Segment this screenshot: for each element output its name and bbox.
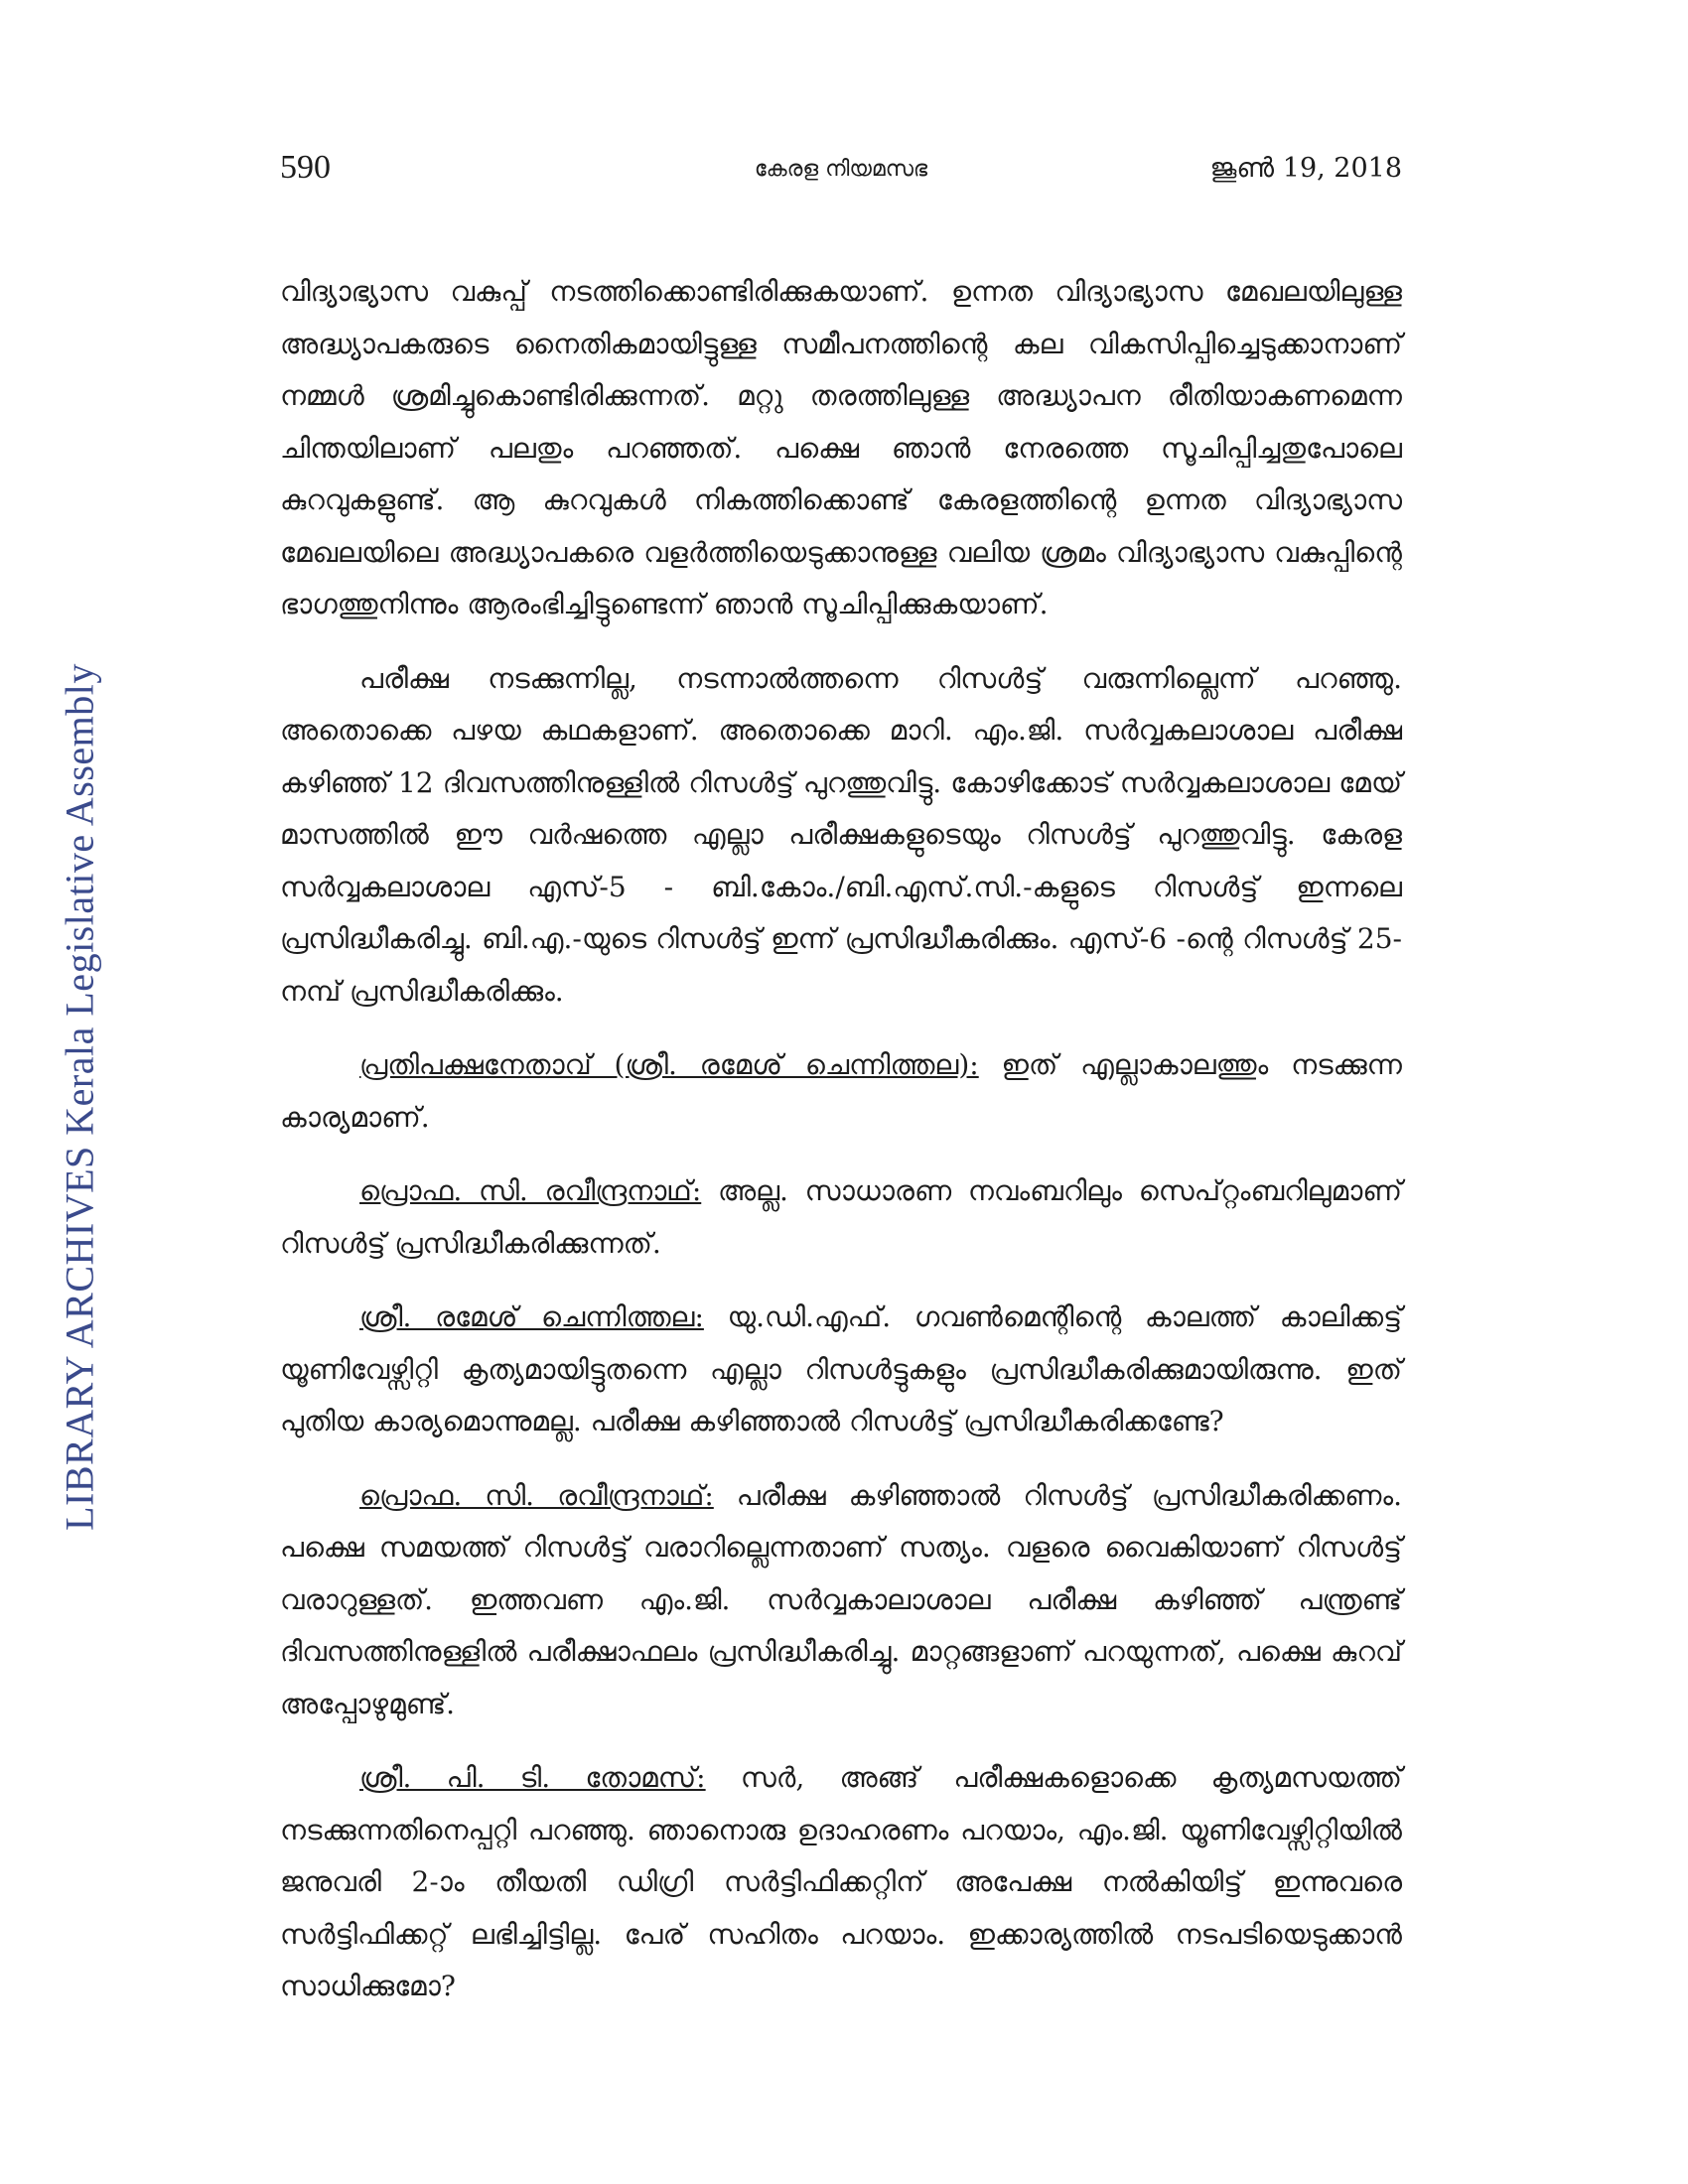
speaker-name: പ്രൊഫ. സി. രവീന്ദ്രനാഥ്:: [359, 1478, 714, 1512]
document-body: [280, 266, 1402, 2035]
paragraph-text: പരീക്ഷ നടക്കുന്നില്ല, നടന്നാൽത്തന്നെ റിസൾട്ട് വരുന്നില്ലെന്ന് പറഞ്ഞു. അതൊക്കെ പഴയ കഥകളാണ്. അതൊക്കെ മാറി. എം.ജി. സർവ്വകലാശാല പരീക്ഷ കഴിഞ്ഞ് 12 ദിവസത്തിനുള്ളിൽ റിസൾട്ട് പുറത്തുവിട്ടു. കോഴിക്കോട് സർവ്വകലാശാല മേയ് മാസത്തിൽ ഈ വർഷത്തെ എല്ലാ പരീക്ഷകളുടെയും റിസൾട്ട് പുറത്തുവിട്ടു. കേരള സർവ്വകലാശാല എസ്-5 - ബി.കോം./ബി.എസ്.സി.-കളുടെ റിസൾട്ട് ഇന്നലെ പ്രസിദ്ധീകരിച്ചു. ബി.എ.-യുടെ റിസൾട്ട് ഇന്ന് പ്രസിദ്ധീകരിക്കും. എസ്-6 -ന്റെ റിസൾട്ട് 25-നമ്പ് പ്രസിദ്ധീകരിക്കും.: [280, 661, 1402, 1008]
paragraph-1: [280, 266, 1402, 631]
paragraph-4: [280, 1165, 1402, 1270]
paragraph-text: പരീക്ഷ കഴിഞ്ഞാൽ റിസൾട്ട് പ്രസിദ്ധീകരിക്കണം. പക്ഷെ സമയത്ത് റിസൾട്ട് വരാറില്ലെന്നതാണ് സത്യം. വളരെ വൈകിയാണ് റിസൾട്ട് വരാറുള്ളത്. ഇത്തവണ എം.ജി. സർവ്വകാലാശാല പരീക്ഷ കഴിഞ്ഞ് പന്ത്രണ്ട് ദിവസത്തിനുള്ളിൽ പരീക്ഷാഫലം പ്രസിദ്ധീകരിച്ചു. മാറ്റങ്ങളാണ് പറയുന്നത്, പക്ഷെ കുറവ് അപ്പോഴുമുണ്ട്.: [280, 1478, 1402, 1720]
speaker-name: ശ്രീ. പി. ടി. തോമസ്:: [359, 1761, 706, 1794]
paragraph-5: [280, 1292, 1402, 1448]
paragraph-7: [280, 1752, 1402, 2013]
paragraph-text: ഇത് എല്ലാകാലത്തും നടക്കുന്ന കാര്യമാണ്.: [280, 1048, 1402, 1134]
speaker-name: ശ്രീ. രമേശ് ചെന്നിത്തല:: [359, 1300, 704, 1333]
paragraph-6: [280, 1470, 1402, 1731]
paragraph-text: വിദ്യാഭ്യാസ വകുപ്പ് നടത്തിക്കൊണ്ടിരിക്കുകയാണ്. ഉന്നത വിദ്യാഭ്യാസ മേഖലയിലുള്ള അദ്ധ്യാപകരുടെ നൈതികമായിട്ടുള്ള സമീപനത്തിന്റെ കല വികസിപ്പിച്ചെടുക്കാനാണ് നമ്മൾ ശ്രമിച്ചുകൊണ്ടിരിക്കുന്നത്. മറ്റു തരത്തിലുള്ള അദ്ധ്യാപന രീതിയാകണമെന്ന ചിന്തയിലാണ് പലതും പറഞ്ഞത്. പക്ഷെ ഞാൻ നേരത്തെ സൂചിപ്പിച്ചതുപോലെ കുറവുകളുണ്ട്. ആ കുറവുകൾ നികത്തിക്കൊണ്ട് കേരളത്തിന്റെ ഉന്നത വിദ്യാഭ്യാസ മേഖലയിലെ അദ്ധ്യാപകരെ വളർത്തിയെടുക്കാനുള്ള വലിയ ശ്രമം വിദ്യാഭ്യാസ വകുപ്പിന്റെ ഭാഗത്തുനിന്നും ആരംഭിച്ചിട്ടുണ്ടെന്ന് ഞാൻ സൂചിപ്പിക്കുകയാണ്.: [280, 275, 1402, 620]
header-date: ജൂൺ 19, 2018: [1209, 153, 1402, 184]
speaker-name: പ്രതിപക്ഷനേതാവ് (ശ്രീ. രമേശ് ചെന്നിത്തല):: [359, 1048, 979, 1081]
paragraph-text: സർ, അങ്ങ് പരീക്ഷകളൊക്കെ കൃത്യമസയത്ത് നടക്കുന്നതിനെപ്പറ്റി പറഞ്ഞു. ഞാനൊരു ഉദാഹരണം പറയാം, എം.ജി. യൂണിവേഴ്സിറ്റിയിൽ ജനുവരി 2-ാം തീയതി ഡിഗ്രി സർട്ടിഫിക്കറ്റിന് അപേക്ഷ നൽകിയിട്ട് ഇന്നുവരെ സർട്ടിഫിക്കറ്റ് ലഭിച്ചിട്ടില്ല. പേര് സഹിതം പറയാം. ഇക്കാര്യത്തിൽ നടപടിയെടുക്കാൻ സാധിക്കുമോ?: [280, 1761, 1402, 2002]
paragraph-3: [280, 1039, 1402, 1144]
speaker-name: പ്രൊഫ. സി. രവീന്ദ്രനാഥ്:: [359, 1174, 702, 1207]
page-header: [280, 149, 1402, 189]
library-archives-watermark: LIBRARY ARCHIVES Kerala Legislative Assembly: [57, 663, 102, 1531]
header-title: കേരള നിയമസഭ: [754, 157, 928, 182]
paragraph-2: [280, 653, 1402, 1019]
page-number: 590: [280, 149, 331, 186]
paragraph-text: യു.ഡി.എഫ്. ഗവൺമെന്റിന്റെ കാലത്ത് കാലിക്കട്ട് യൂണിവേഴ്സിറ്റി കൃത്യമായിട്ടുതന്നെ എല്ലാ റിസൾട്ടുകളും പ്രസിദ്ധീകരിക്കുമായിരുന്നു. ഇത് പുതിയ കാര്യമൊന്നുമല്ല. പരീക്ഷ കഴിഞ്ഞാൽ റിസൾട്ട് പ്രസിദ്ധീകരിക്കണ്ടേ?: [280, 1300, 1402, 1437]
paragraph-text: അല്ല. സാധാരണ നവംബറിലും സെപ്റ്റംബറിലുമാണ് റിസൾട്ട് പ്രസിദ്ധീകരിക്കുന്നത്.: [280, 1174, 1402, 1260]
